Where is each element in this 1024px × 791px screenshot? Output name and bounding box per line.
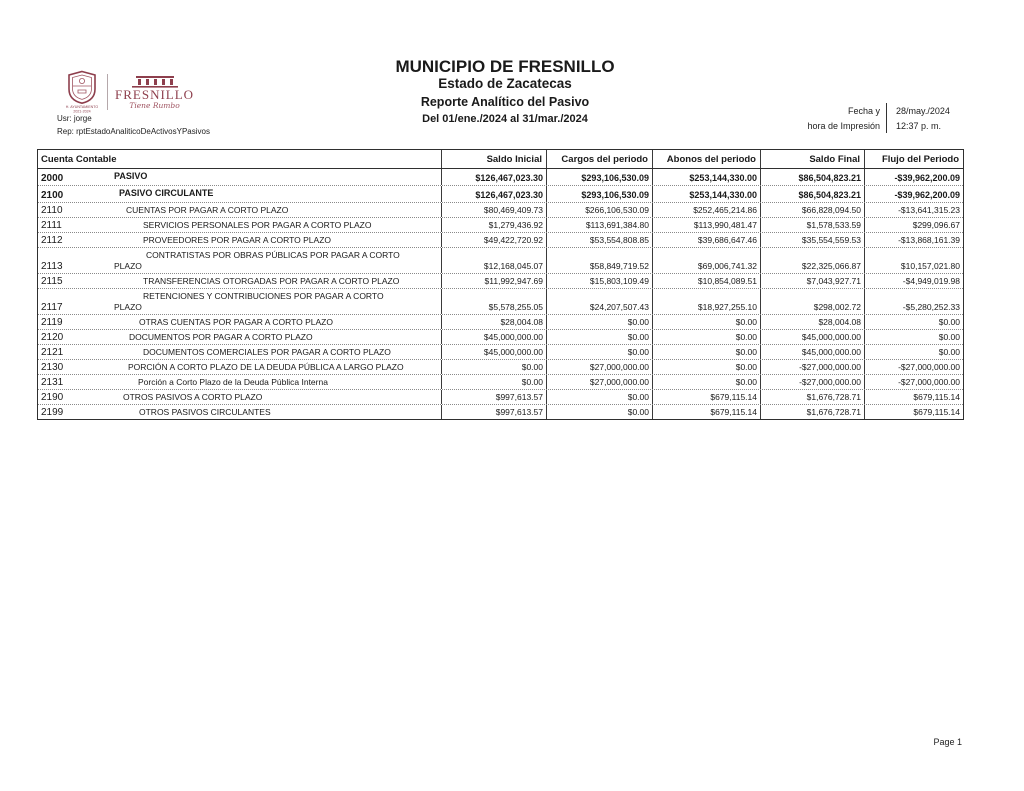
cell-flujo: -$4,949,019.98 bbox=[902, 276, 960, 286]
cell-cargos: $113,691,384.80 bbox=[547, 218, 653, 232]
cell-abonos: $253,144,330.00 bbox=[653, 169, 761, 185]
cell-saldo_final: $22,325,066.87 bbox=[761, 248, 865, 273]
cell-cargos: $27,000,000.00 bbox=[547, 375, 653, 389]
table-row-2113 bbox=[38, 247, 963, 273]
account-code: 2000 bbox=[41, 173, 64, 184]
table-header bbox=[38, 150, 963, 169]
page-number: Page 1 bbox=[933, 737, 962, 747]
user-label: Usr: jorge bbox=[57, 114, 92, 123]
cell-flujo: $0.00 bbox=[938, 332, 960, 342]
print-datetime bbox=[807, 103, 970, 133]
cell-flujo: $0.00 bbox=[938, 347, 960, 357]
cell-flujo: $10,157,021.80 bbox=[900, 261, 960, 271]
account-code: 2115 bbox=[41, 276, 63, 287]
cell-cargos: $53,554,808.85 bbox=[547, 233, 653, 247]
cell-abonos: $39,686,647.46 bbox=[653, 233, 761, 247]
cell-saldo_final: $1,676,728.71 bbox=[761, 405, 865, 419]
cell-cargos: $15,803,109.49 bbox=[547, 274, 653, 288]
cell-flujo: -$13,641,315.23 bbox=[898, 205, 960, 215]
state-subtitle: Estado de Zacatecas bbox=[438, 76, 572, 91]
account-cell bbox=[38, 360, 442, 374]
account-name: OTRAS CUENTAS POR PAGAR A CORTO PLAZO bbox=[139, 317, 333, 327]
account-cell bbox=[38, 218, 442, 232]
cell-cargos: $27,000,000.00 bbox=[547, 360, 653, 374]
report-id-label: Rep: rptEstadoAnaliticoDeActivosYPasivos bbox=[57, 127, 210, 136]
account-name: Porción a Corto Plazo de la Deuda Pública Interna bbox=[138, 377, 328, 387]
cell-cargos: $0.00 bbox=[547, 330, 653, 344]
account-name: RETENCIONES Y CONTRIBUCIONES POR PAGAR A CORTO PLAZO bbox=[114, 291, 384, 312]
cell-cargos: $0.00 bbox=[547, 345, 653, 359]
table-row-2115 bbox=[38, 273, 963, 288]
cell-abonos: $0.00 bbox=[653, 375, 761, 389]
cell-abonos: $0.00 bbox=[653, 345, 761, 359]
account-cell bbox=[38, 289, 442, 314]
cell-saldo_inicial: $11,992,947.69 bbox=[442, 274, 547, 288]
cell-abonos: $679,115.14 bbox=[653, 405, 761, 419]
table-row-2119 bbox=[38, 314, 963, 329]
account-code: 2121 bbox=[41, 347, 64, 358]
table-row-2110 bbox=[38, 202, 963, 217]
account-cell bbox=[38, 248, 442, 273]
account-name: SERVICIOS PERSONALES POR PAGAR A CORTO PLAZO bbox=[143, 220, 372, 230]
report-subtitle: Reporte Analítico del Pasivo bbox=[420, 95, 590, 109]
table-body bbox=[38, 169, 963, 419]
col-header-cuenta: Cuenta Contable bbox=[38, 150, 442, 168]
col-header-cargos: Cargos del periodo bbox=[547, 150, 653, 168]
cell-flujo: $0.00 bbox=[938, 317, 960, 327]
cell-flujo: $299,096.67 bbox=[912, 220, 960, 230]
period-subtitle: Del 01/ene./2024 al 31/mar./2024 bbox=[422, 113, 588, 125]
account-name: PASIVO CIRCULANTE bbox=[119, 188, 214, 198]
cell-cargos: $58,849,719.52 bbox=[547, 248, 653, 273]
seal-caption: H. AYUNTAMIENTO 2021-2024 bbox=[65, 104, 99, 114]
cell-abonos: $10,854,089.51 bbox=[653, 274, 761, 288]
cell-saldo_final: -$27,000,000.00 bbox=[761, 360, 865, 374]
cell-saldo_inicial: $28,004.08 bbox=[442, 315, 547, 329]
col-header-saldo_final: Saldo Final bbox=[761, 150, 865, 168]
account-name: PORCIÓN A CORTO PLAZO DE LA DEUDA PÚBLICA A LARGO PLAZO bbox=[128, 362, 404, 372]
account-code: 2110 bbox=[41, 205, 63, 216]
cell-saldo_inicial: $80,469,409.73 bbox=[442, 203, 547, 217]
cell-abonos: $69,006,741.32 bbox=[653, 248, 761, 273]
cell-abonos: $0.00 bbox=[653, 360, 761, 374]
account-cell bbox=[38, 405, 442, 419]
time-value: 12:37 p. m. bbox=[886, 118, 970, 133]
cell-saldo_final: $66,828,094.50 bbox=[761, 203, 865, 217]
table-row-2100 bbox=[38, 185, 963, 202]
time-label: hora de Impresión bbox=[807, 120, 880, 131]
cell-cargos: $0.00 bbox=[547, 405, 653, 419]
cell-saldo_final: $7,043,927.71 bbox=[761, 274, 865, 288]
account-code: 2190 bbox=[41, 392, 64, 403]
account-name: CUENTAS POR PAGAR A CORTO PLAZO bbox=[126, 205, 289, 215]
account-name: OTROS PASIVOS A CORTO PLAZO bbox=[123, 392, 263, 402]
cell-saldo_inicial: $126,467,023.30 bbox=[442, 186, 547, 202]
cell-flujo: -$27,000,000.00 bbox=[898, 362, 960, 372]
account-cell bbox=[38, 345, 442, 359]
col-header-saldo_inicial: Saldo Inicial bbox=[442, 150, 547, 168]
cell-abonos: $0.00 bbox=[653, 315, 761, 329]
cell-saldo_final: $298,002.72 bbox=[761, 289, 865, 314]
cell-saldo_final: -$27,000,000.00 bbox=[761, 375, 865, 389]
cell-abonos: $18,927,255.10 bbox=[653, 289, 761, 314]
cell-saldo_inicial: $45,000,000.00 bbox=[442, 330, 547, 344]
logo-wordmark: FRESNILLO bbox=[115, 86, 195, 102]
table-row-2111 bbox=[38, 217, 963, 232]
cell-saldo_inicial: $1,279,436.92 bbox=[442, 218, 547, 232]
table-row-2190 bbox=[38, 389, 963, 404]
account-name: PROVEEDORES POR PAGAR A CORTO PLAZO bbox=[143, 235, 331, 245]
cell-cargos: $24,207,507.43 bbox=[547, 289, 653, 314]
report-table bbox=[37, 149, 964, 420]
date-label: Fecha y bbox=[847, 105, 880, 116]
cell-flujo: $679,115.14 bbox=[913, 407, 960, 417]
cell-flujo: -$13,868,161.39 bbox=[898, 235, 960, 245]
account-name: DOCUMENTOS COMERCIALES POR PAGAR A CORTO PLAZO bbox=[143, 347, 391, 357]
account-name: OTROS PASIVOS CIRCULANTES bbox=[139, 407, 271, 417]
table-row-2120 bbox=[38, 329, 963, 344]
account-cell bbox=[38, 330, 442, 344]
col-header-abonos: Abonos del periodo bbox=[653, 150, 761, 168]
account-cell bbox=[38, 186, 442, 202]
table-row-2131 bbox=[38, 374, 963, 389]
account-code: 2113 bbox=[41, 261, 63, 272]
cell-saldo_inicial: $0.00 bbox=[442, 360, 547, 374]
cell-flujo: -$5,280,252.33 bbox=[902, 302, 960, 312]
cell-saldo_final: $86,504,823.21 bbox=[761, 186, 865, 202]
account-code: 2117 bbox=[41, 302, 63, 313]
cell-cargos: $0.00 bbox=[547, 390, 653, 404]
account-code: 2111 bbox=[41, 220, 62, 231]
cell-saldo_inicial: $5,578,255.05 bbox=[442, 289, 547, 314]
account-name: PASIVO bbox=[114, 171, 148, 181]
cell-cargos: $266,106,530.09 bbox=[547, 203, 653, 217]
cell-abonos: $0.00 bbox=[653, 330, 761, 344]
account-name: CONTRATISTAS POR OBRAS PÚBLICAS POR PAGAR A CORTO PLAZO bbox=[114, 250, 400, 271]
account-cell bbox=[38, 203, 442, 217]
cell-abonos: $113,990,481.47 bbox=[653, 218, 761, 232]
cell-saldo_inicial: $45,000,000.00 bbox=[442, 345, 547, 359]
account-name: TRANSFERENCIAS OTORGADAS POR PAGAR A CORTO PLAZO bbox=[143, 276, 400, 286]
page-title: MUNICIPIO DE FRESNILLO bbox=[395, 57, 615, 76]
cell-saldo_inicial: $997,613.57 bbox=[442, 405, 547, 419]
cell-cargos: $293,106,530.09 bbox=[547, 186, 653, 202]
cell-flujo: $679,115.14 bbox=[913, 392, 960, 402]
cell-flujo: -$27,000,000.00 bbox=[898, 377, 960, 387]
cell-saldo_final: $1,578,533.59 bbox=[761, 218, 865, 232]
cell-saldo_final: $45,000,000.00 bbox=[761, 345, 865, 359]
table-row-2199 bbox=[38, 404, 963, 419]
account-code: 2119 bbox=[41, 317, 63, 328]
cell-saldo_inicial: $49,422,720.92 bbox=[442, 233, 547, 247]
account-cell bbox=[38, 390, 442, 404]
cell-saldo_inicial: $0.00 bbox=[442, 375, 547, 389]
cell-saldo_inicial: $997,613.57 bbox=[442, 390, 547, 404]
cell-saldo_final: $45,000,000.00 bbox=[761, 330, 865, 344]
account-name: DOCUMENTOS POR PAGAR A CORTO PLAZO bbox=[129, 332, 313, 342]
account-code: 2131 bbox=[41, 377, 64, 388]
account-cell bbox=[38, 274, 442, 288]
logo-tagline: Tiene Rumbo bbox=[129, 100, 180, 110]
account-cell bbox=[38, 169, 442, 185]
table-row-2130 bbox=[38, 359, 963, 374]
account-cell bbox=[38, 375, 442, 389]
cell-abonos: $252,465,214.86 bbox=[653, 203, 761, 217]
cell-saldo_inicial: $126,467,023.30 bbox=[442, 169, 547, 185]
cell-cargos: $293,106,530.09 bbox=[547, 169, 653, 185]
cell-abonos: $253,144,330.00 bbox=[653, 186, 761, 202]
account-code: 2120 bbox=[41, 332, 64, 343]
cell-cargos: $0.00 bbox=[547, 315, 653, 329]
cell-saldo_final: $28,004.08 bbox=[761, 315, 865, 329]
account-cell bbox=[38, 233, 442, 247]
cell-flujo: -$39,962,200.09 bbox=[894, 173, 960, 183]
table-row-2121 bbox=[38, 344, 963, 359]
table-row-2117 bbox=[38, 288, 963, 314]
cell-abonos: $679,115.14 bbox=[653, 390, 761, 404]
table-row-2112 bbox=[38, 232, 963, 247]
cell-saldo_final: $35,554,559.53 bbox=[761, 233, 865, 247]
col-header-flujo: Flujo del Periodo bbox=[881, 153, 959, 165]
account-code: 2112 bbox=[41, 235, 63, 246]
account-cell bbox=[38, 315, 442, 329]
table-row-2000 bbox=[38, 169, 963, 185]
account-code: 2100 bbox=[41, 190, 64, 201]
cell-saldo_final: $86,504,823.21 bbox=[761, 169, 865, 185]
table-header-row bbox=[38, 150, 963, 168]
date-value: 28/may./2024 bbox=[886, 103, 970, 118]
account-code: 2199 bbox=[41, 407, 64, 418]
account-code: 2130 bbox=[41, 362, 64, 373]
cell-saldo_final: $1,676,728.71 bbox=[761, 390, 865, 404]
cell-saldo_inicial: $12,168,045.07 bbox=[442, 248, 547, 273]
cell-flujo: -$39,962,200.09 bbox=[894, 190, 960, 200]
